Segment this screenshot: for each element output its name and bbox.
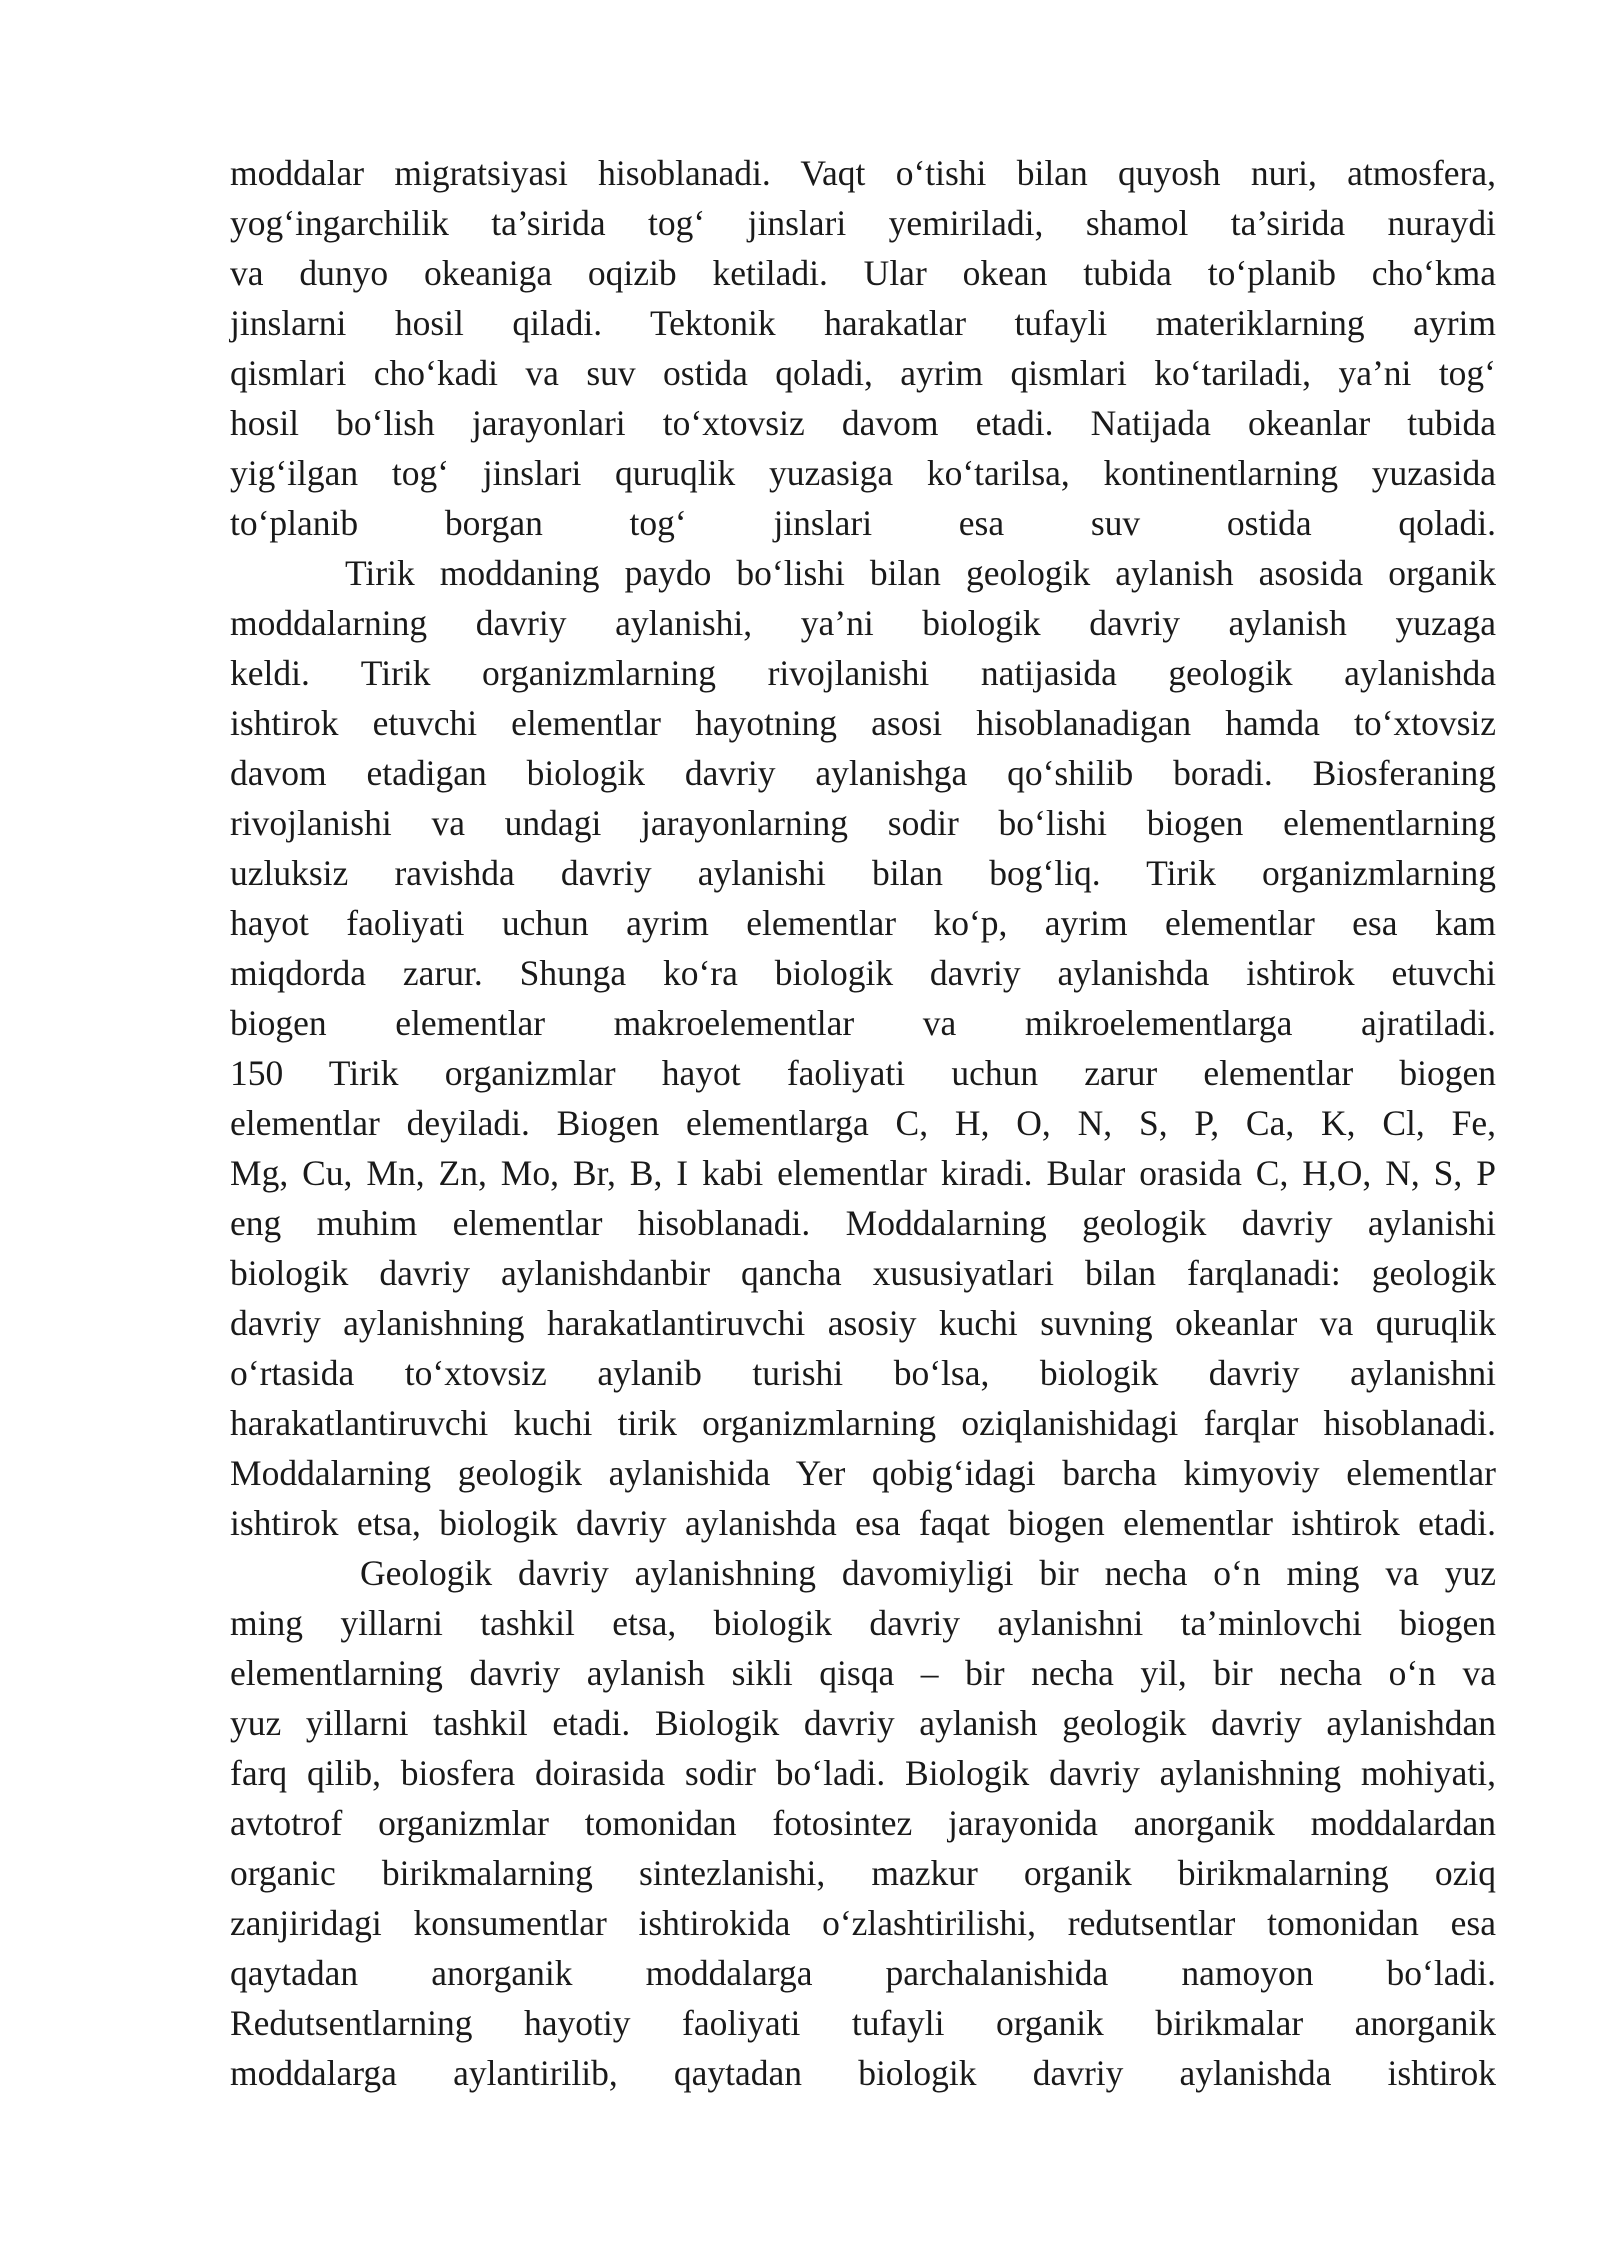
text-line: elementlar deyiladi. Biogen elementlarga C, H, O, N, S, P, Ca, K, Cl, Fe, bbox=[230, 1103, 1496, 1143]
text-line: yog‘ingarchilik ta’sirida tog‘ jinslari yemiriladi, shamol ta’sirida nuraydi bbox=[230, 203, 1496, 243]
text-line: moddalarning davriy aylanishi, ya’ni biologik davriy aylanish yuzaga bbox=[230, 603, 1496, 643]
text-line: elementlarning davriy aylanish sikli qisqa – bir necha yil, bir necha o‘n va bbox=[230, 1653, 1496, 1693]
text-line: va dunyo okeaniga oqizib ketiladi. Ular okean tubida to‘planib cho‘kma bbox=[230, 253, 1496, 293]
text-line: Mg, Cu, Mn, Zn, Mo, Br, B, I kabi elementlar kiradi. Bular orasida C, H,O, N, S, P bbox=[230, 1153, 1496, 1193]
text-line: rivojlanishi va undagi jarayonlarning sodir bo‘lishi biogen elementlarning bbox=[230, 803, 1496, 843]
text-line: biogen elementlar makroelementlar va mikroelementlarga ajratiladi. bbox=[230, 1003, 1496, 1043]
document-page bbox=[230, 148, 1496, 2098]
text-line: harakatlantiruvchi kuchi tirik organizmlarning oziqlanishidagi farqlar hisoblanadi. bbox=[230, 1403, 1496, 1443]
text-line: 150 Tirik organizmlar hayot faoliyati uchun zarur elementlar biogen bbox=[230, 1053, 1496, 1093]
text-line: biologik davriy aylanishdanbir qancha xususiyatlari bilan farqlanadi: geologik bbox=[230, 1253, 1496, 1293]
text-line: to‘planib borgan tog‘ jinslari esa suv ostida qoladi. bbox=[230, 503, 1496, 543]
text-line: yig‘ilgan tog‘ jinslari quruqlik yuzasiga ko‘tarilsa, kontinentlarning yuzasida bbox=[230, 453, 1496, 493]
text-line: farq qilib, biosfera doirasida sodir bo‘ladi. Biologik davriy aylanishning mohiyati, bbox=[230, 1753, 1496, 1793]
text-line: uzluksiz ravishda davriy aylanishi bilan bog‘liq. Tirik organizmlarning bbox=[230, 853, 1496, 893]
text-line: hosil bo‘lish jarayonlari to‘xtovsiz davom etadi. Natijada okeanlar tubida bbox=[230, 403, 1496, 443]
text-line: davriy aylanishning harakatlantiruvchi asosiy kuchi suvning okeanlar va quruqlik bbox=[230, 1303, 1496, 1343]
text-line: hayot faoliyati uchun ayrim elementlar ko‘p, ayrim elementlar esa kam bbox=[230, 903, 1496, 943]
text-line: moddalarga aylantirilib, qaytadan biologik davriy aylanishda ishtirok bbox=[230, 2053, 1496, 2093]
paragraph-first-line: Tirik moddaning paydo bo‘lishi bilan geologik aylanish asosida organik bbox=[345, 553, 1496, 593]
text-line: qaytadan anorganik moddalarga parchalanishida namoyon bo‘ladi. bbox=[230, 1953, 1496, 1993]
text-line: moddalar migratsiyasi hisoblanadi. Vaqt o‘tishi bilan quyosh nuri, atmosfera, bbox=[230, 153, 1496, 193]
text-line: eng muhim elementlar hisoblanadi. Moddalarning geologik davriy aylanishi bbox=[230, 1203, 1496, 1243]
text-line: avtotrof organizmlar tomonidan fotosintez jarayonida anorganik moddalardan bbox=[230, 1803, 1496, 1843]
text-line: Moddalarning geologik aylanishida Yer qobig‘idagi barcha kimyoviy elementlar bbox=[230, 1453, 1496, 1493]
text-line: ishtirok etuvchi elementlar hayotning asosi hisoblanadigan hamda to‘xtovsiz bbox=[230, 703, 1496, 743]
text-line: zanjiridagi konsumentlar ishtirokida o‘zlashtirilishi, redutsentlar tomonidan esa bbox=[230, 1903, 1496, 1943]
text-line: jinslarni hosil qiladi. Tektonik harakatlar tufayli materiklarning ayrim bbox=[230, 303, 1496, 343]
text-line: yuz yillarni tashkil etadi. Biologik davriy aylanish geologik davriy aylanishdan bbox=[230, 1703, 1496, 1743]
text-line: organic birikmalarning sintezlanishi, mazkur organik birikmalarning oziq bbox=[230, 1853, 1496, 1893]
text-line: ishtirok etsa, biologik davriy aylanishda esa faqat biogen elementlar ishtirok etadi. bbox=[230, 1503, 1496, 1543]
text-line: o‘rtasida to‘xtovsiz aylanib turishi bo‘lsa, biologik davriy aylanishni bbox=[230, 1353, 1496, 1393]
text-line: keldi. Tirik organizmlarning rivojlanishi natijasida geologik aylanishda bbox=[230, 653, 1496, 693]
text-line: qismlari cho‘kadi va suv ostida qoladi, ayrim qismlari ko‘tariladi, ya’ni tog‘ bbox=[230, 353, 1496, 393]
text-line: ming yillarni tashkil etsa, biologik davriy aylanishni ta’minlovchi biogen bbox=[230, 1603, 1496, 1643]
text-line: Redutsentlarning hayotiy faoliyati tufayli organik birikmalar anorganik bbox=[230, 2003, 1496, 2043]
paragraph-first-line: Geologik davriy aylanishning davomiyligi bir necha o‘n ming va yuz bbox=[360, 1553, 1496, 1593]
text-line: davom etadigan biologik davriy aylanishga qo‘shilib boradi. Biosferaning bbox=[230, 753, 1496, 793]
text-line: miqdorda zarur. Shunga ko‘ra biologik davriy aylanishda ishtirok etuvchi bbox=[230, 953, 1496, 993]
